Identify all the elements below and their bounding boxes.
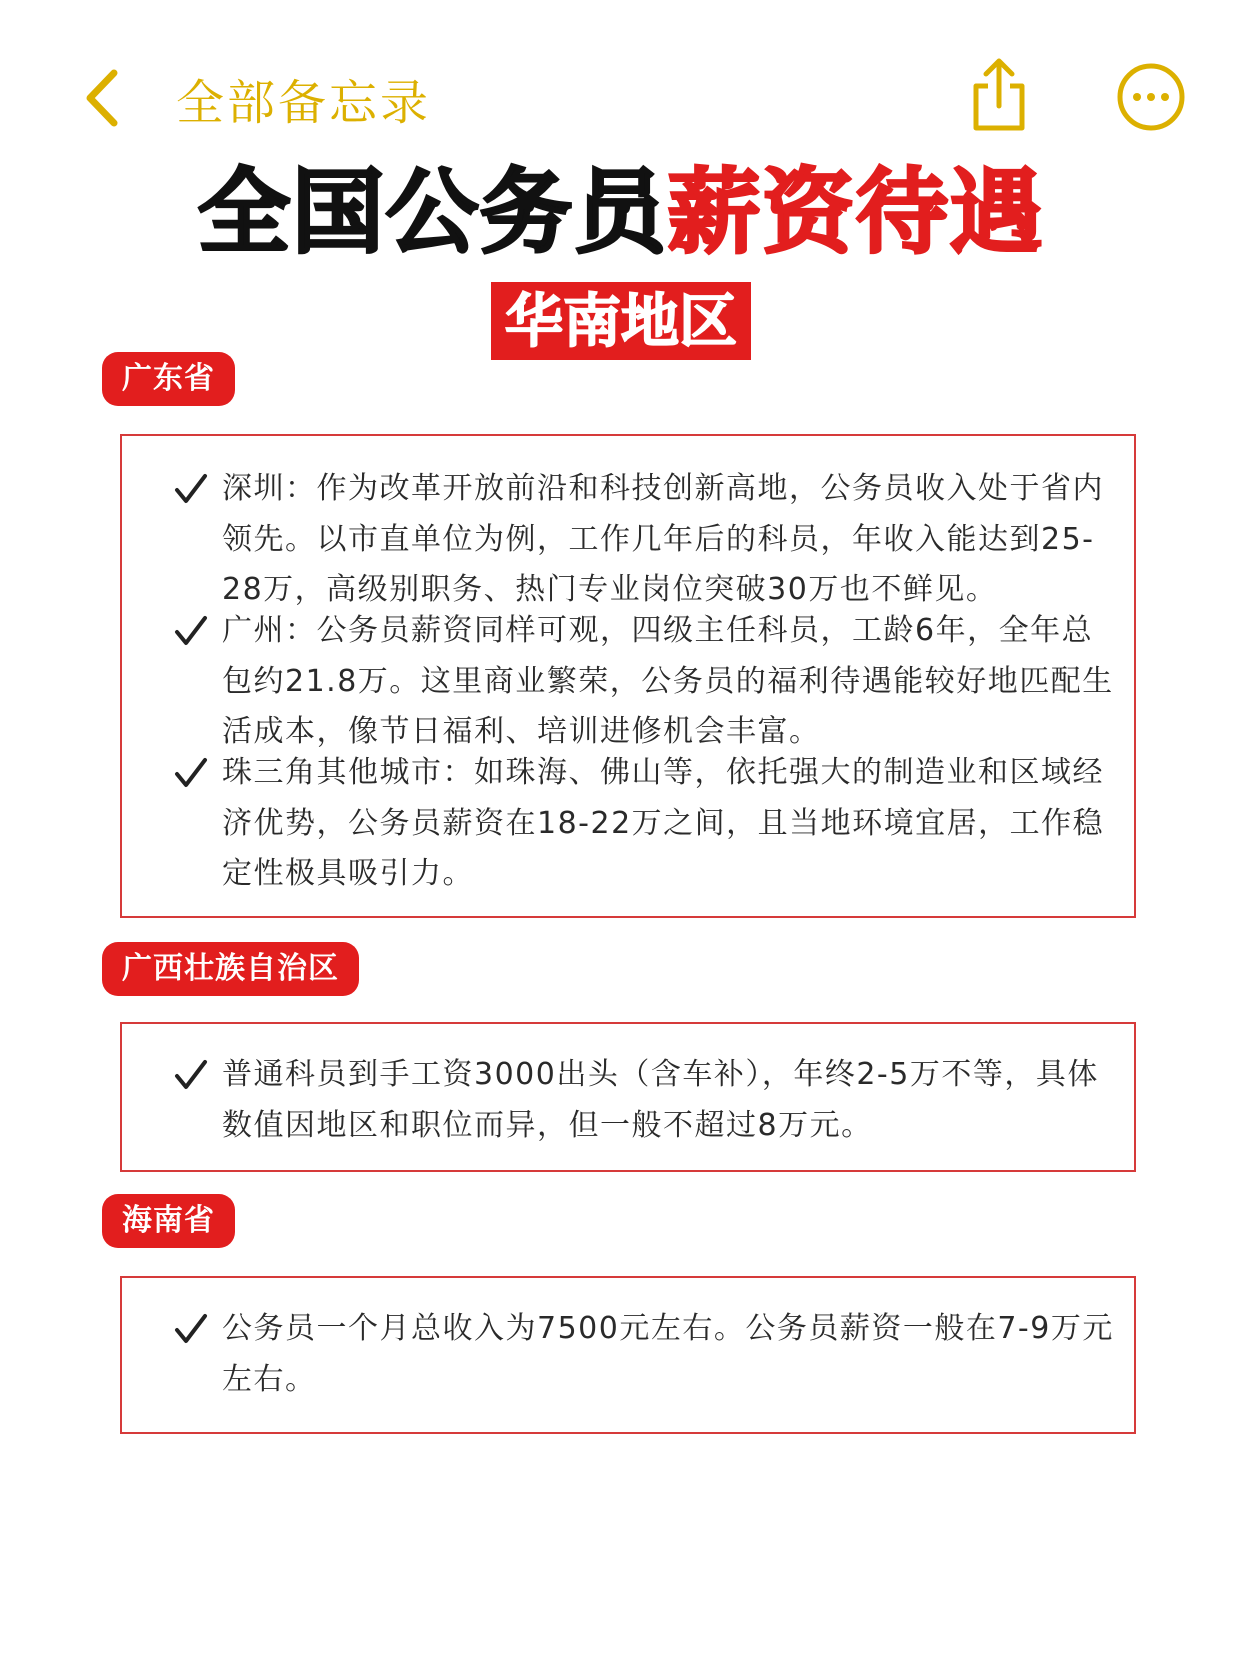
list-item xyxy=(174,606,1114,758)
page-title xyxy=(0,158,1242,268)
list-item xyxy=(174,1304,1114,1405)
chevron-left-icon xyxy=(80,67,124,129)
list-item xyxy=(174,748,1114,900)
share-icon[interactable] xyxy=(968,56,1030,134)
back-label: 全部备忘录 xyxy=(176,74,432,131)
list-item xyxy=(174,1050,1114,1151)
section-tag-hainan: 海南省 xyxy=(102,1194,235,1248)
list-item-text: 珠三角其他城市：如珠海、佛山等，依托强大的制造业和区域经济优势，公务员薪资在18-22万之间，且当地环境宜居，工作稳定性极具吸引力。 xyxy=(222,755,1105,891)
check-icon xyxy=(174,472,208,506)
check-icon xyxy=(174,614,208,648)
check-icon xyxy=(174,1058,208,1092)
list-item-text: 深圳：作为改革开放前沿和科技创新高地，公务员收入处于省内领先。以市直单位为例，工作几年后的科员，年收入能达到25-28万，高级别职务、热门专业岗位突破30万也不鲜见。 xyxy=(222,471,1104,607)
region-subtitle: 华南地区 xyxy=(491,282,751,360)
list-item-text: 普通科员到手工资3000出头（含车补），年终2-5万不等，具体数值因地区和职位而异，但一般不超过8万元。 xyxy=(222,1057,1099,1143)
subtitle-wrap xyxy=(0,282,1242,360)
section-box-hainan xyxy=(120,1276,1136,1434)
list-item-text: 公务员一个月总收入为7500元左右。公务员薪资一般在7-9万元左右。 xyxy=(222,1311,1114,1397)
back-button[interactable] xyxy=(80,58,440,138)
title-red-part: 薪资待遇 xyxy=(668,159,1045,266)
more-icon[interactable] xyxy=(1116,62,1186,132)
check-icon xyxy=(174,1312,208,1346)
section-box-guangxi xyxy=(120,1022,1136,1172)
check-icon xyxy=(174,756,208,790)
section-tag-guangdong: 广东省 xyxy=(102,352,235,406)
list-item xyxy=(174,464,1114,616)
section-box-guangdong xyxy=(120,434,1136,918)
title-black-part: 全国公务员 xyxy=(197,159,668,266)
section-tag-guangxi: 广西壮族自治区 xyxy=(102,942,359,996)
list-item-text: 广州：公务员薪资同样可观，四级主任科员，工龄6年，全年总包约21.8万。这里商业繁荣，公务员的福利待遇能较好地匹配生活成本，像节日福利、培训进修机会丰富。 xyxy=(222,613,1114,749)
